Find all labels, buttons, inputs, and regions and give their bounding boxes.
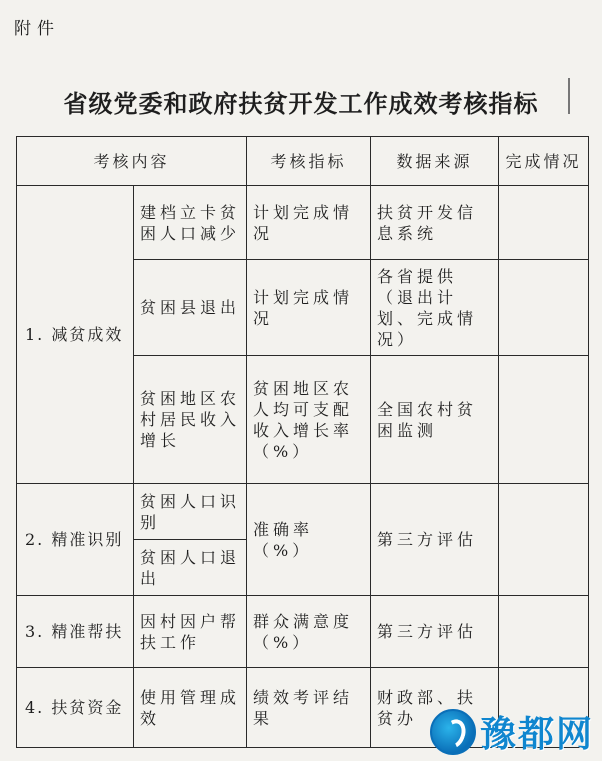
indicator-cell: 贫困地区农人均可支配收入增长率（%） xyxy=(247,356,371,484)
item-cell: 贫困人口识别 xyxy=(134,484,247,540)
status-cell xyxy=(499,484,589,596)
table-row xyxy=(17,186,589,260)
source-cell: 各省提供（退出计划、完成情况） xyxy=(371,260,499,356)
table-row xyxy=(17,596,589,668)
source-cell: 全国农村贫困监测 xyxy=(371,356,499,484)
watermark-text: 豫都网 xyxy=(479,714,594,755)
source-cell: 第三方评估 xyxy=(371,596,499,668)
source-cell: 第三方评估 xyxy=(371,484,499,596)
category-cell: 3. 精准帮扶 xyxy=(17,596,134,668)
col-header-source: 数据来源 xyxy=(371,137,499,186)
item-cell: 贫困人口退出 xyxy=(134,540,247,596)
status-cell xyxy=(499,356,589,484)
status-cell xyxy=(499,186,589,260)
item-cell: 因村因户帮扶工作 xyxy=(134,596,247,668)
col-header-status: 完成情况 xyxy=(499,137,589,186)
indicator-cell: 绩效考评结果 xyxy=(247,668,371,748)
header-row xyxy=(17,137,589,186)
document-title: 省级党委和政府扶贫开发工作成效考核指标 xyxy=(63,89,539,118)
site-watermark xyxy=(430,706,594,757)
item-cell: 贫困县退出 xyxy=(134,260,247,356)
category-cell: 2. 精准识别 xyxy=(17,484,134,596)
col-header-indicator: 考核指标 xyxy=(247,137,371,186)
category-cell: 1. 减贫成效 xyxy=(17,186,134,484)
margin-rule xyxy=(568,78,570,114)
source-cell: 财政部、扶贫办 xyxy=(371,668,499,748)
indicator-cell: 计划完成情况 xyxy=(247,260,371,356)
status-cell xyxy=(499,260,589,356)
assessment-table xyxy=(16,136,589,748)
indicator-cell: 计划完成情况 xyxy=(247,186,371,260)
item-cell: 使用管理成效 xyxy=(134,668,247,748)
col-header-content: 考核内容 xyxy=(17,137,247,186)
logo-swirl-icon xyxy=(430,709,476,755)
item-cell: 建档立卡贫困人口减少 xyxy=(134,186,247,260)
source-cell: 扶贫开发信息系统 xyxy=(371,186,499,260)
indicator-cell: 准确率（%） xyxy=(247,484,371,596)
table-row xyxy=(17,484,589,540)
attachment-label: 附件 xyxy=(14,19,60,39)
indicator-cell: 群众满意度（%） xyxy=(247,596,371,668)
item-cell: 贫困地区农村居民收入增长 xyxy=(134,356,247,484)
category-cell: 4. 扶贫资金 xyxy=(17,668,134,748)
status-cell xyxy=(499,596,589,668)
